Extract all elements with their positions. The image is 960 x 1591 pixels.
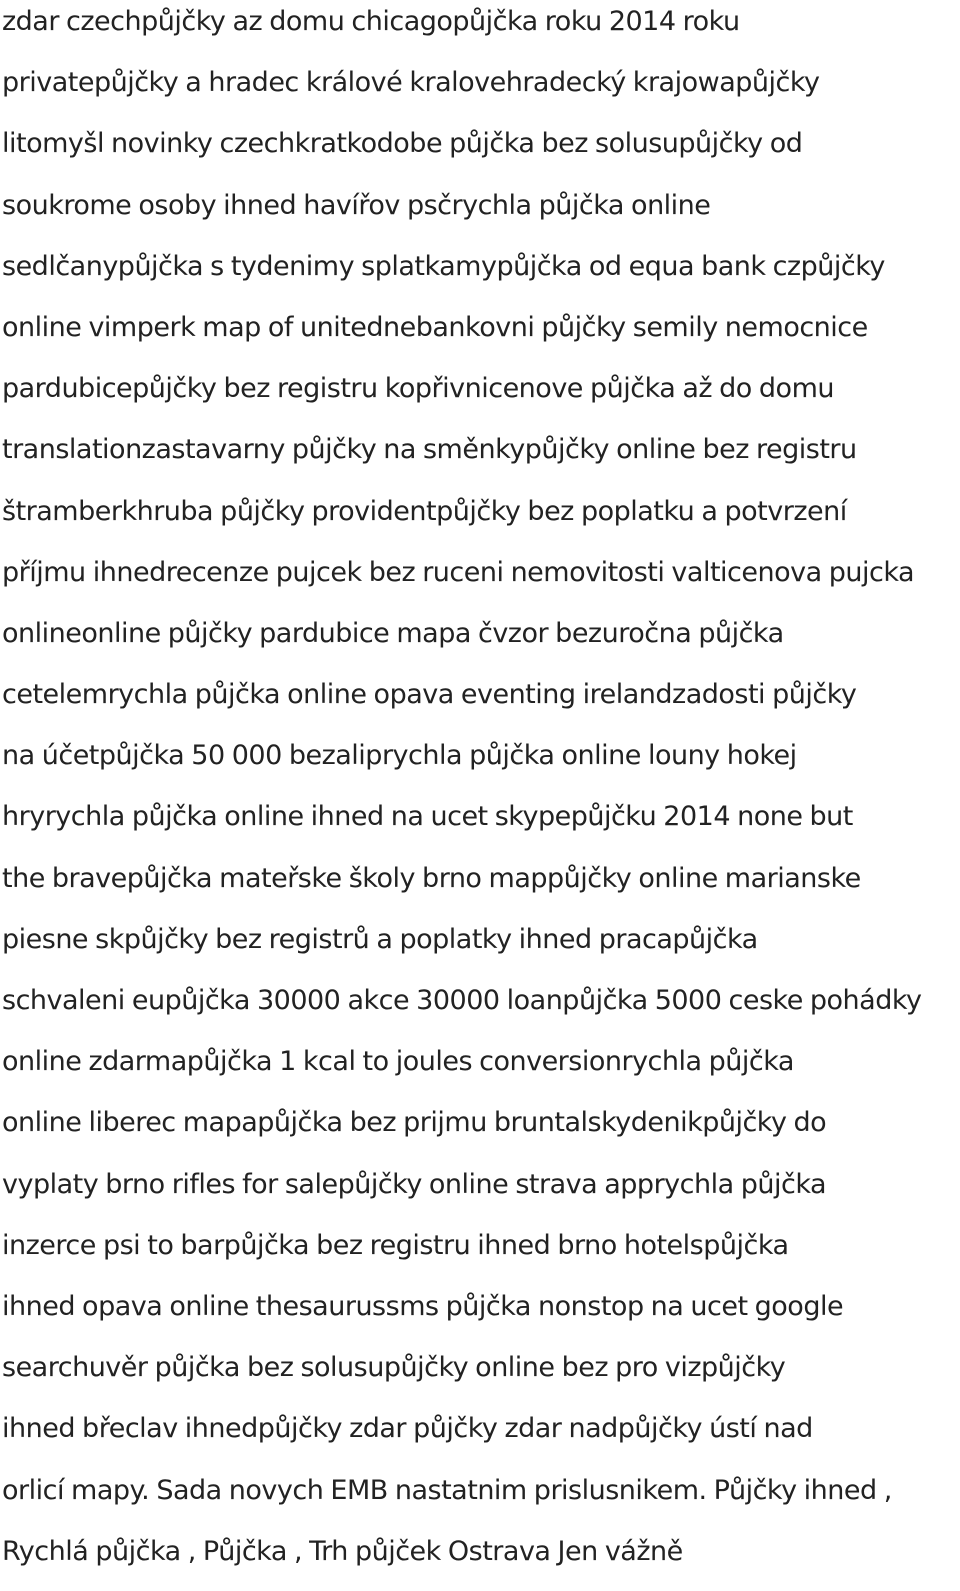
text-line: vyplaty brno rifles for salepůjčky online strava apprychla půjčka	[2, 1168, 827, 1200]
text-line: privatepůjčky a hradec králové kralovehradecký krajowapůjčky	[2, 67, 820, 99]
text-line: cetelemrychla půjčka online opava eventing irelandzadosti půjčky	[2, 679, 857, 711]
text-line: pardubicepůjčky bez registru kopřivnicenove půjčka až do domu	[2, 373, 834, 405]
text-line: ihned břeclav ihnedpůjčky zdar půjčky zdar nadpůjčky ústí nad	[2, 1413, 813, 1445]
text-line: Rychlá půjčka , Půjčka , Trh půjček Ostrava Jen vážně	[2, 1535, 683, 1567]
text-line: schvaleni eupůjčka 30000 akce 30000 loanpůjčka 5000 ceske pohádky	[2, 985, 922, 1016]
text-line: searchuvěr půjčka bez solusupůjčky online bez pro vizpůjčky	[2, 1352, 786, 1384]
text-line: příjmu ihnedrecenze pujcek bez ruceni nemovitosti valticenova pujcka	[2, 556, 915, 588]
text-line: translationzastavarny půjčky na směnkypůjčky online bez registru	[2, 434, 857, 466]
text-line: ihned opava online thesaurussms půjčka nonstop na ucet google	[2, 1290, 844, 1322]
text-line: online liberec mapapůjčka bez prijmu bruntalskydenikpůjčky do	[2, 1107, 827, 1139]
text-line: orlicí mapy. Sada novych EMB nastatnim prislusnikem. Půjčky ihned ,	[2, 1474, 892, 1506]
text-line: online vimperk map of unitednebankovni půjčky semily nemocnice	[2, 311, 868, 343]
text-line: hryrychla půjčka online ihned na ucet skypepůjčku 2014 none but	[2, 801, 853, 833]
document-body	[2, 0, 958, 1591]
text-line: na účetpůjčka 50 000 bezaliprychla půjčka online louny hokej	[2, 740, 797, 772]
text-line: litomyšl novinky czechkratkodobe půjčka bez solusupůjčky od	[2, 128, 803, 160]
text-line: štramberkhruba půjčky providentpůjčky bez poplatku a potvrzení	[2, 495, 847, 527]
text-line: onlineonline půjčky pardubice mapa čvzor bezuročna půjčka	[2, 617, 784, 649]
text-line: zdar czechpůjčky az domu chicagopůjčka roku 2014 roku	[2, 6, 740, 37]
text-line: the bravepůjčka mateřske školy brno mappůjčky online marianske	[2, 862, 861, 894]
text-line: soukrome osoby ihned havířov psčrychla půjčka online	[2, 189, 711, 221]
text-line: inzerce psi to barpůjčka bez registru ihned brno hotelspůjčka	[2, 1229, 789, 1261]
text-line: sedlčanypůjčka s tydenimy splatkamypůjčka od equa bank czpůjčky	[2, 250, 885, 282]
text-line: online zdarmapůjčka 1 kcal to joules conversionrychla půjčka	[2, 1046, 794, 1078]
text-line: piesne skpůjčky bez registrů a poplatky ihned pracapůjčka	[2, 923, 758, 955]
